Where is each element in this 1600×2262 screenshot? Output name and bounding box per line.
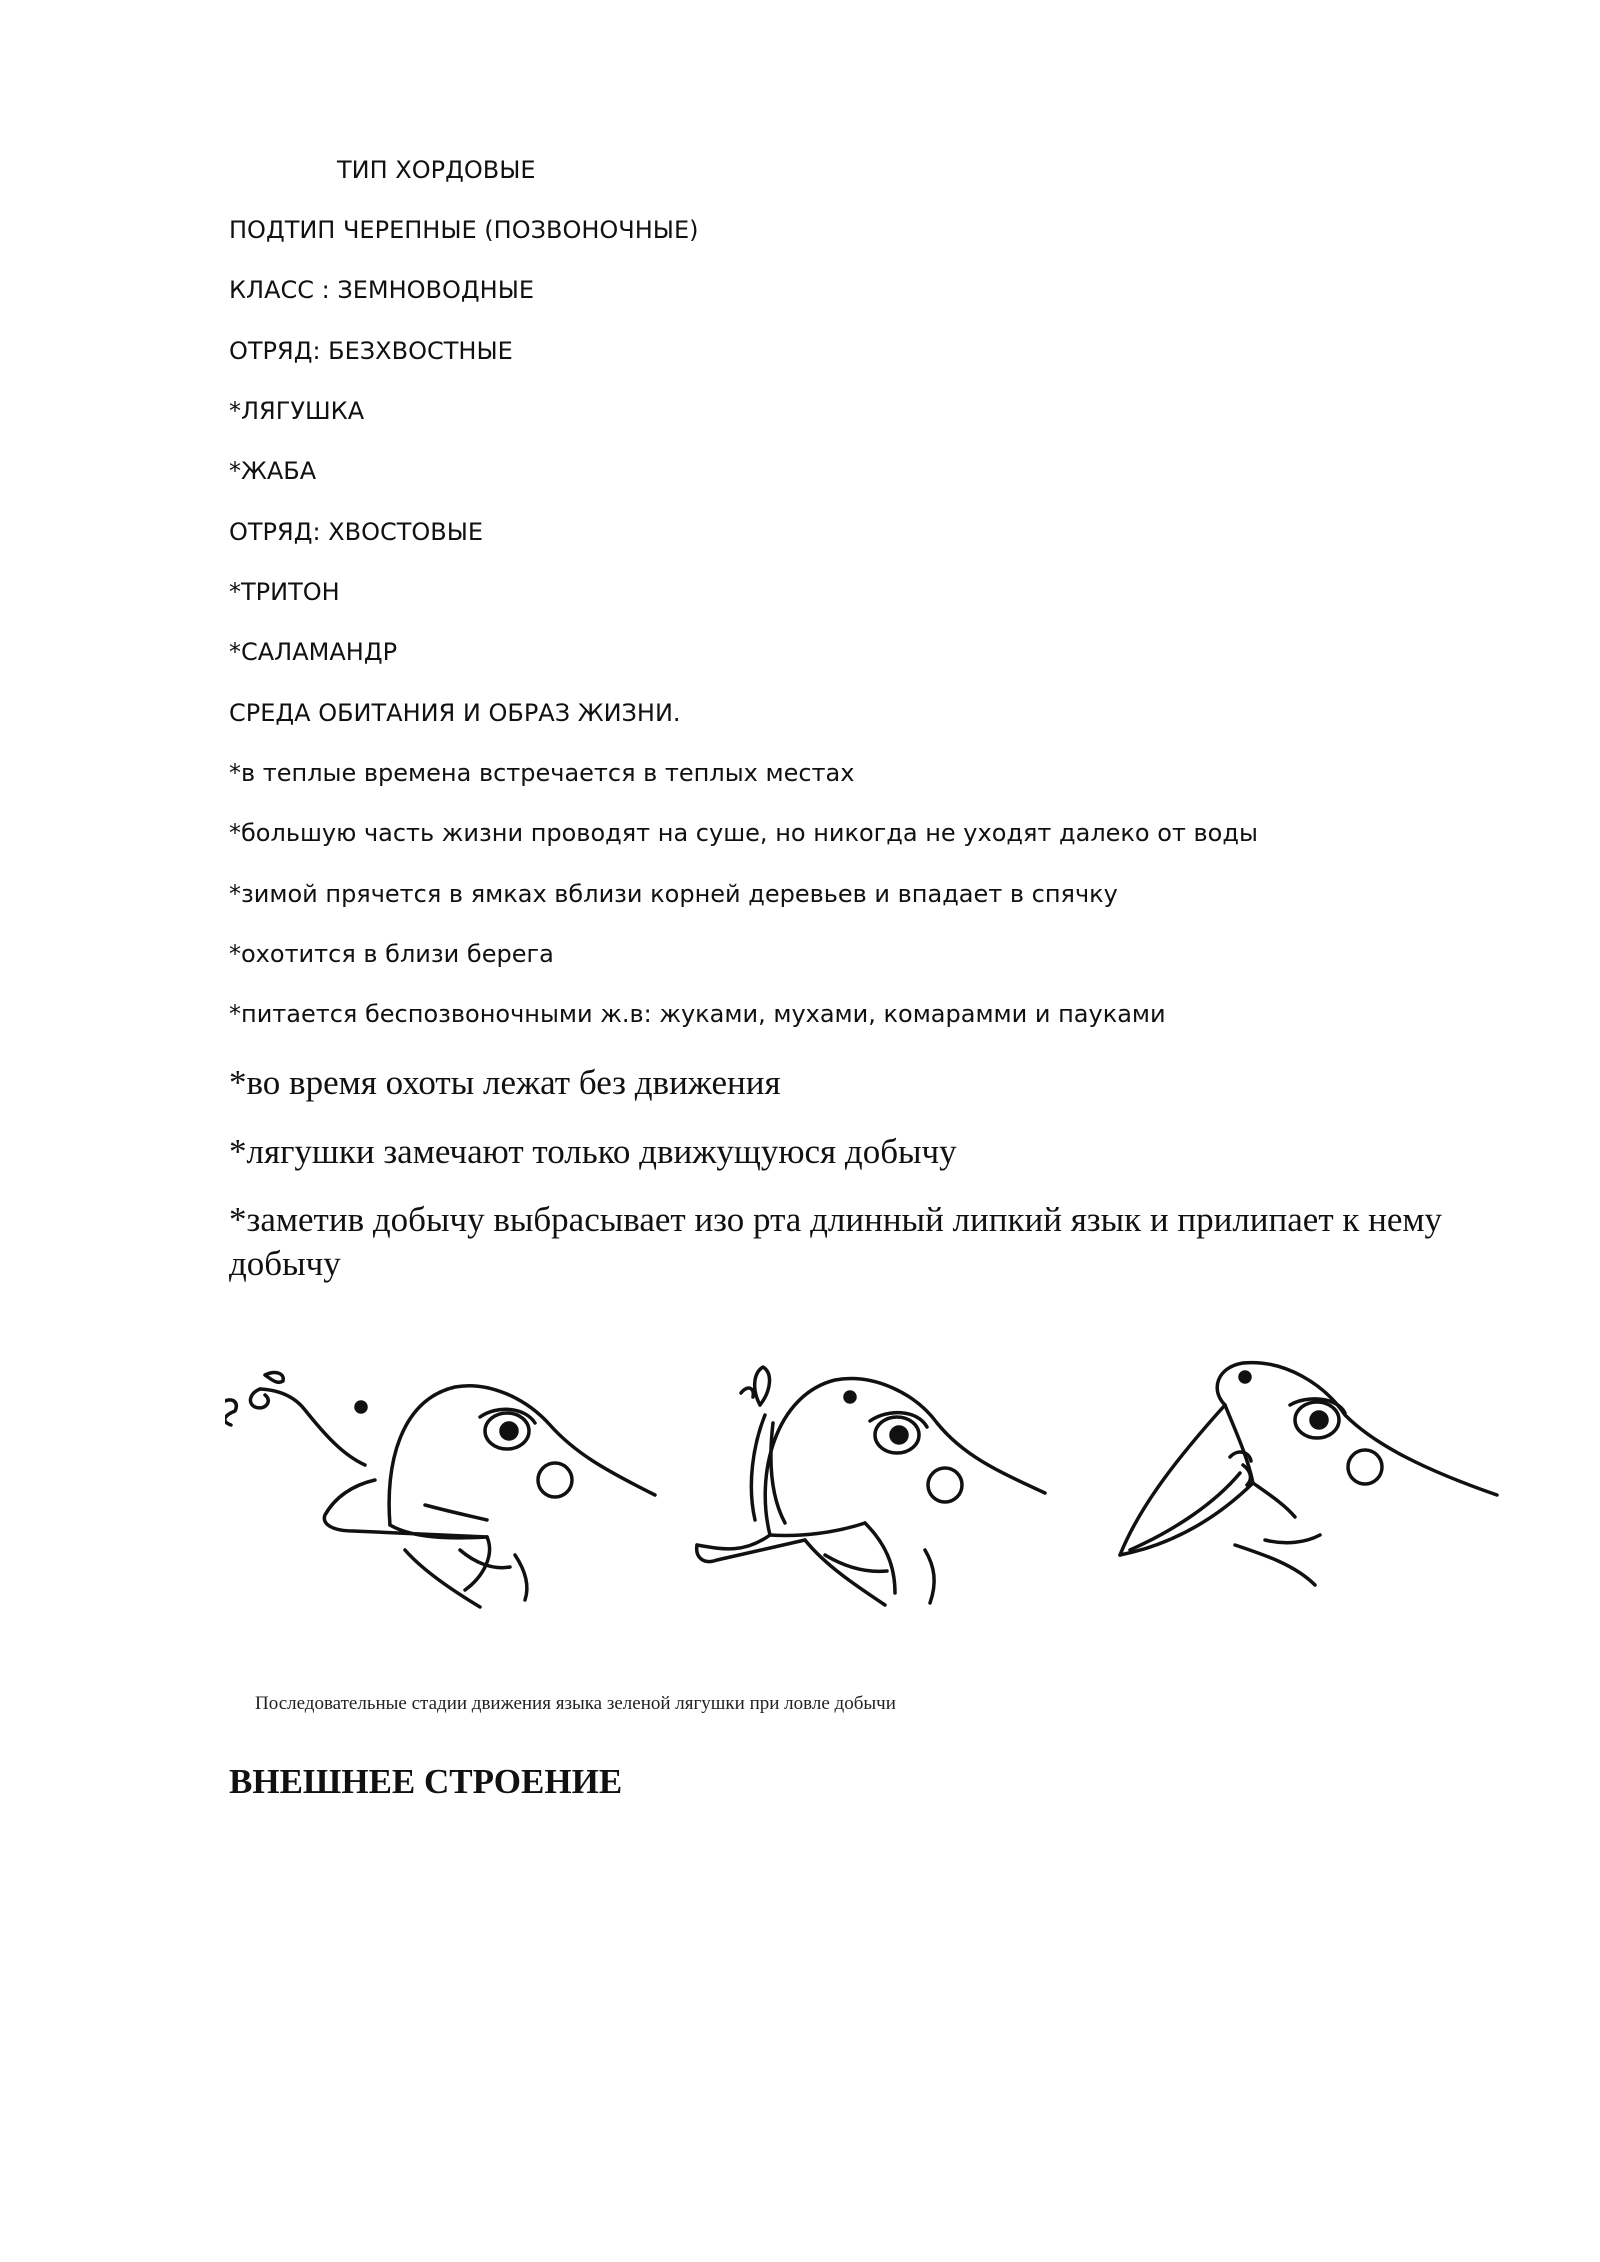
habitat-point: *в теплые времена встречается в теплых местах <box>229 759 855 787</box>
order-1-item: *ЛЯГУШКА <box>229 397 365 425</box>
habitat-point: *питается беспозвоночными ж.в: жуками, мухами, комарамми и пауками <box>229 1000 1166 1028</box>
order-2-item: *ТРИТОН <box>229 578 340 606</box>
order-2-item: *САЛАМАНДР <box>229 638 398 666</box>
order-2-line: ОТРЯД: ХВОСТОВЫЕ <box>229 518 484 546</box>
order-1-line: ОТРЯД: БЕЗХВОСТНЫЕ <box>229 337 513 365</box>
habitat-heading: СРЕДА ОБИТАНИЯ И ОБРАЗ ЖИЗНИ. <box>229 699 681 727</box>
section-heading: ВНЕШНЕЕ СТРОЕНИЕ <box>229 1762 623 1801</box>
subtype-line: ПОДТИП ЧЕРЕПНЫЕ (ПОЗВОНОЧНЫЕ) <box>229 216 699 244</box>
order-1-item: *ЖАБА <box>229 457 317 485</box>
habitat-point: *охотится в близи берега <box>229 940 554 968</box>
figure-caption: Последовательные стадии движения языка зеленой лягушки при ловле добычи <box>255 1693 896 1714</box>
type-title: ТИП ХОРДОВЫЕ <box>337 156 536 184</box>
hunting-point: *во время охоты лежат без движения <box>229 1063 781 1102</box>
habitat-point: *зимой прячется в ямках вблизи корней деревьев и впадает в спячку <box>229 880 1118 908</box>
hunting-point: *лягушки замечают только движущуюся добычу <box>229 1132 957 1171</box>
frog-tongue-stages-illustration <box>225 1345 1505 1655</box>
hunting-point: *заметив добычу выбрасывает изо рта длинный липкий язык и прилипает к нему добычу <box>229 1200 1443 1283</box>
class-line: КЛАСС : ЗЕМНОВОДНЫЕ <box>229 276 535 304</box>
frog-head-stage-1 <box>225 1373 655 1607</box>
habitat-point: *большую часть жизни проводят на суше, но никогда не уходят далеко от воды <box>229 819 1258 847</box>
frog-head-stage-2 <box>697 1367 1045 1605</box>
frog-head-stage-3 <box>1120 1363 1497 1585</box>
